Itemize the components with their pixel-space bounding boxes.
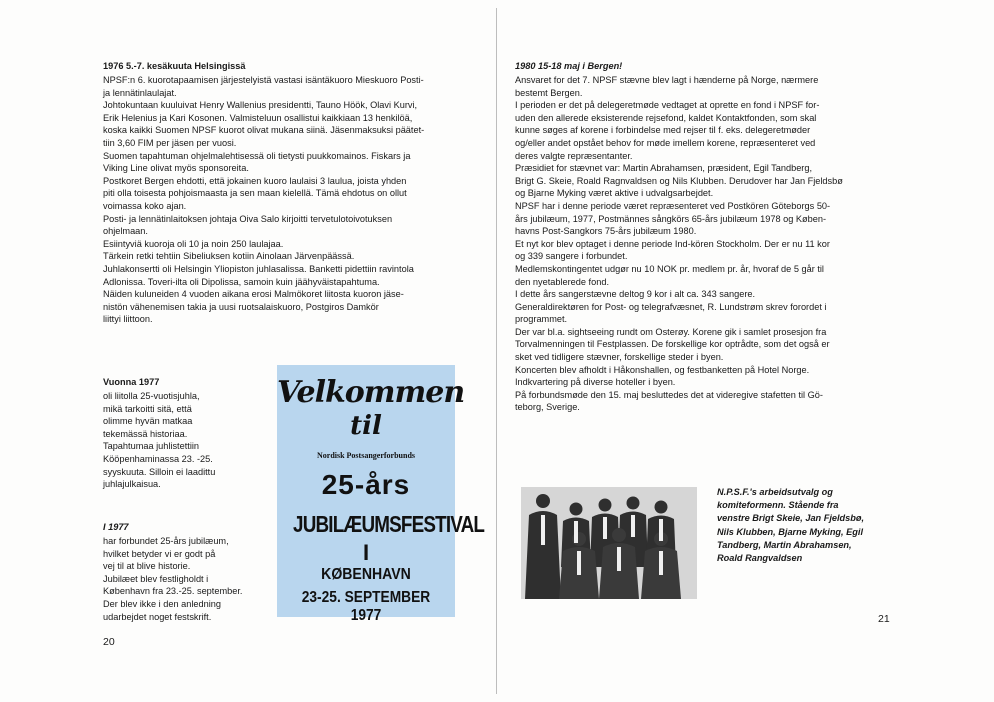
poster-line-dates: 23-25. SEPTEMBER 1977 [301, 589, 431, 624]
heading-1976: 1976 5.-7. kesäkuuta Helsingissä [103, 61, 246, 71]
paragraph-1977-fi [103, 390, 215, 491]
poster-line-org: Nordisk Postsangerforbunds [316, 451, 415, 460]
page-number-left: 20 [103, 636, 115, 648]
text-line: olimme hyvän matkaa [103, 416, 193, 427]
heading-1980: 1980 15-18 maj i Bergen! [515, 61, 623, 71]
group-photo-image [521, 487, 697, 599]
text-line: uden den allerede eksisterende rejsefond, kaldet Kontaktfonden, som skal [515, 112, 817, 123]
jubilee-poster [277, 365, 485, 624]
text-line: liittyi liittoon. [103, 314, 153, 325]
text-line: koska kaikki Suomen NPSF kuorot olivat mukana siinä. Jäsenmaksuksi päätet- [103, 125, 425, 136]
page-number-right: 21 [878, 613, 890, 625]
text-line: Tärkein retki tehtiin Sibeliuksen kotiin Ainolaan Järvenpäässä. [103, 251, 355, 262]
poster-line-festival: JUBILÆUMSFESTIVAL [293, 511, 485, 537]
text-line: venstre Brigt Skeie, Jan Fjeldsbø, [717, 513, 865, 524]
text-line: ja lennätinlaulajat. [103, 87, 177, 98]
text-line: havns Post-Sangkors 75-års jubilæum 1980. [515, 226, 697, 237]
text-line: og/eller andet opstået behov for møde imellem korene, repræsenteret ved [515, 137, 816, 148]
text-line: den nyetablerede fond. [515, 276, 609, 287]
poster-line-25-years: 25-års [321, 469, 411, 500]
text-line: Viking Line olivat myös sponsoreita. [103, 163, 249, 174]
text-line: voimassa koko ajan. [103, 200, 187, 211]
text-line: programmet. [515, 314, 568, 325]
paragraph-1976 [103, 74, 424, 326]
text-line: N.P.S.F.'s arbeidsutvalg og [717, 487, 833, 497]
paragraph-1977-da [103, 535, 242, 623]
text-line: Der blev ikke i den anledning [103, 598, 221, 609]
text-line: Tandberg, Martin Abrahamsen, [717, 539, 852, 550]
poster-line-til: til [350, 411, 382, 441]
text-line: hvilket betyder vi er godt på [103, 548, 216, 559]
text-line: ohjelmaan. [103, 226, 148, 237]
text-line: bestemt Bergen. [515, 87, 583, 98]
text-line: I dette års sangerstævne deltog 9 kor i alt ca. 343 sangere. [515, 289, 756, 300]
text-line: og Bjarne Myking været aktive i udvalgsarbejdet. [515, 188, 714, 199]
text-line: nistön vähenemisen takia ja uusi ruotsalaiskuoro, Postgiros Damkör [103, 301, 379, 312]
text-line: På forbundsmøde den 15. maj besluttedes det at videregive stafetten til Gö- [515, 389, 823, 400]
text-line: NPSF har i denne periode været repræsenteret ved Postkören Göteborgs 50- [515, 200, 831, 211]
text-line: kunne søges af korene i forbindelse med rejser til f. eks. delegeretmøder [515, 125, 811, 136]
text-line: juhlajulkaisua. [103, 479, 161, 490]
text-line: Suomen tapahtuman ohjelmalehtisessä oli tietysti puukkomainos. Fiskars ja [103, 150, 411, 161]
poster-line-welcome: Velkommen [277, 375, 465, 410]
text-line: Jubilæet blev festligholdt i [103, 573, 209, 584]
text-line: piti olla toisesta pohjoismaasta ja sen maan kielellä. Tämä ehdotus on ollut [103, 188, 407, 199]
poster-line-city: KØBENHAVN [321, 566, 411, 583]
text-line: Erik Helenius ja Kari Kosonen. Valmisteluun osallistui kaikkiaan 13 henkilöä, [103, 112, 413, 123]
text-line: Posti- ja lennätinlaitoksen johtaja Oiva Salo kirjoitti tervetulotoivotuksen [103, 213, 393, 224]
heading-1977-fi: Vuonna 1977 [103, 377, 160, 387]
text-line: vej til at blive historie. [103, 561, 191, 572]
text-line: I perioden er det på delegeretmøde vedtaget at oprette en fond i NPSF for- [515, 100, 820, 111]
text-line: Et nyt kor blev optaget i denne periode Ind-kören Stockholm. Der er nu 11 kor [515, 238, 830, 249]
text-line: Indkvartering på diverse hoteller i byen. [515, 377, 676, 388]
text-line: års jubilæum, 1977, Postmännes sångkörs 65-års jubilæum 1978 og Køben- [515, 213, 827, 224]
text-line: Juhlakonsertti oli Helsingin Yliopiston juhlasalissa. Banketti pidettiin ravintola [103, 263, 414, 274]
text-line: Ansvaret for det 7. NPSF stævne blev lagt i hænderne på Norge, nærmere [515, 75, 819, 85]
text-line: komiteformenn. Stående fra [717, 500, 839, 511]
text-line: Brigt G. Skeie, Roald Ragnvaldsen og Nils Klubben. Derudover har Jan Fjeldsbø [515, 175, 843, 186]
text-line: Kööpenhaminassa 23. -25. [103, 453, 213, 464]
heading-1977-da: I 1977 [103, 522, 129, 532]
text-line: Adlonissa. Toveri-ilta oli Dipolissa, samoin kuin jäähyväistapahtuma. [103, 276, 380, 287]
text-line: tiin 3,60 FIM per jäsen per vuosi. [103, 137, 237, 148]
text-line: København fra 23.-25. september. [103, 586, 243, 597]
text-line: mikä tarkoitti sitä, että [103, 403, 192, 414]
text-line: teborg, Sverige. [515, 402, 580, 413]
text-line: sket ved tidligere stævner, forskellige steder i byen. [515, 352, 724, 363]
text-line: udarbejdet noget festskrift. [103, 611, 212, 622]
text-line: tekemässä historiaa. [103, 428, 188, 439]
text-line: Esiintyviä kuoroja oli 10 ja noin 250 laulajaa. [103, 238, 284, 249]
text-line: Postkoret Bergen ehdotti, että jokainen kuoro laulaisi 3 laulua, joista yhden [103, 175, 407, 186]
text-line: Generaldirektøren for Post- og telegrafvæsnet, R. Lundstrøm skrev forordet i [515, 301, 827, 312]
text-line: Nils Klubben, Bjarne Myking, Egil [717, 526, 863, 537]
text-line: Præsidiet for stævnet var: Martin Abrahamsen, præsident, Egil Tandberg, [515, 163, 813, 174]
text-line: NPSF:n 6. kuorotapaamisen järjestelyistä vastasi isäntäkuoro Mieskuoro Posti- [103, 75, 424, 85]
text-line: Torvalmenningen til Festplassen. De forskellige kor optrådte, som det også er [515, 339, 830, 350]
text-line: syyskuuta. Silloin ei laadittu [103, 466, 216, 477]
text-line: og 339 sangere i forbundet. [515, 251, 628, 262]
text-line: Roald Rangvaldsen [717, 553, 803, 564]
text-line: Der var bl.a. sightseeing rundt om Osterøy. Korene gik i samlet prosesjon fra [515, 326, 827, 337]
text-line: deres valgte repræsentanter. [515, 150, 633, 161]
text-line: Medlemskontingentet udgør nu 10 NOK pr. medlem pr. år, hvoraf de 5 går til [515, 263, 824, 274]
text-line: Koncerten blev afholdt i Håkonshallen, og festbanketten på Hotel Norge. [515, 364, 810, 375]
committee-photo [521, 487, 697, 599]
left-page [0, 0, 496, 702]
photo-caption [717, 486, 887, 565]
paragraph-1980 [515, 74, 843, 414]
poster-line-i: I [362, 540, 370, 565]
text-line: Näiden kuluneiden 4 vuoden aikana erosi Malmökoret liitosta kuoron jäse- [103, 289, 404, 300]
text-line: Johtokuntaan kuuluivat Henry Wallenius presidentti, Tauno Höök, Olavi Kurvi, [103, 100, 418, 111]
text-line: Tapahtumaa juhlistettiin [103, 441, 200, 452]
text-line: har forbundet 25-års jubilæum, [103, 536, 229, 546]
text-line: oli liitolla 25-vuotisjuhla, [103, 391, 200, 401]
